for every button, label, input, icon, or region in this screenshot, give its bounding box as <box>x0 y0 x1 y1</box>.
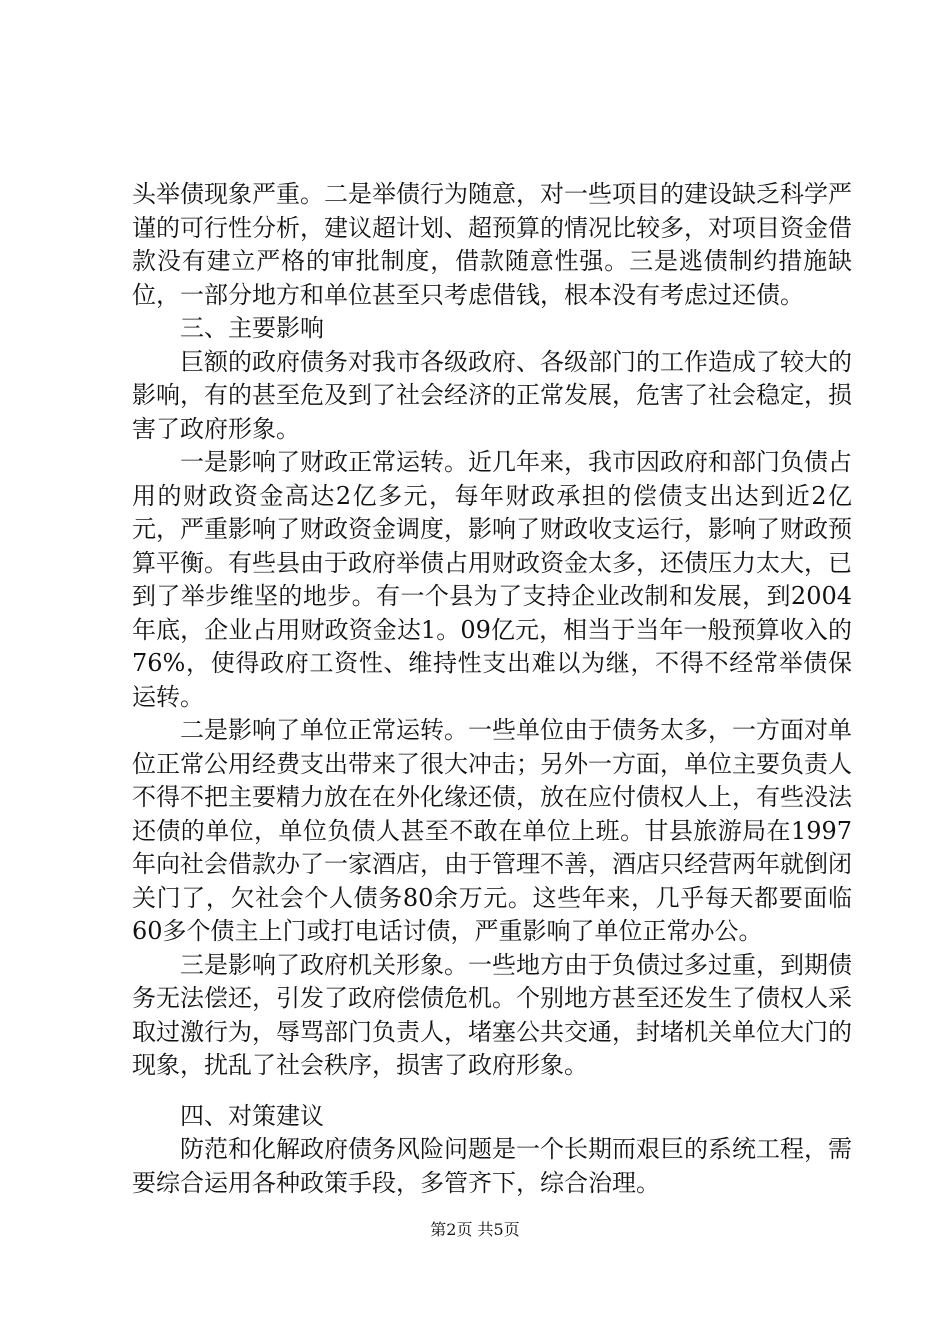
section-heading-main-impacts: 三、主要影响 <box>180 314 324 342</box>
document-body <box>132 178 852 1200</box>
section-heading-countermeasures: 四、对策建议 <box>180 1101 324 1130</box>
paragraph-impact-intro: 巨额的政府债务对我市各级政府、各级部门的工作造成了较大的影响，有的甚至危及到了社会经济的正常发展，危害了社会稳定，损害了政府形象。 <box>132 347 852 443</box>
paragraph-spacer <box>132 1083 852 1100</box>
paragraph-impact-image: 三是影响了政府机关形象。一些地方由于负债过多过重，到期债务无法偿还，引发了政府偿债危机。个别地方甚至还发生了债权人采取过激行为，辱骂部门负责人，堵塞公共交通，封堵机关单位大门的现象，扰乱了社会秩序，损害了政府形象。 <box>132 950 852 1079</box>
paragraph-impact-units: 二是影响了单位正常运转。一些单位由于债务太多，一方面对单位正常公用经费支出带来了很大冲击；另外一方面，单位主要负责人不得不把主要精力放在在外化缘还债，放在应付债权人上，有些没法还债的单位，单位负债人甚至不敢在单位上班。甘县旅游局在1997年向社会借款办了一家酒店，由于管理不善，酒店只经营两年就倒闭关门了，欠社会个人债务80余万元。这些年来，几乎每天都要面临60多个债主上门或打电话讨债，严重影响了单位正常办公。 <box>132 716 852 945</box>
page-number-footer: 第2页 共5页 <box>430 1220 520 1239</box>
paragraph-countermeasures-intro: 防范和化解政府债务风险问题是一个长期而艰巨的系统工程，需要综合运用各种政策手段，多管齐下，综合治理。 <box>132 1135 852 1197</box>
paragraph-impact-finance: 一是影响了财政正常运转。近几年来，我市因政府和部门负债占用的财政资金高达2亿多元，每年财政承担的偿债支出达到近2亿元，严重影响了财政资金调度，影响了财政收支运行，影响了财政预算平衡。有些县由于政府举债占用财政资金太多，还债压力太大，已到了举步维坚的地步。有一个县为了支持企业改制和发展，到2004年底，企业占用财政资金达1。09亿元，相当于当年一般预算收入的76%，使得政府工资性、维持性支出难以为继，不得不经常举债保运转。 <box>132 448 852 711</box>
paragraph-continuation: 头举债现象严重。二是举债行为随意，对一些项目的建设缺乏科学严谨的可行性分析，建议超计划、超预算的情况比较多，对项目资金借款没有建立严格的审批制度，借款随意性强。三是逃债制约措施缺位，一部分地方和单位甚至只考虑借钱，根本没有考虑过还债。 <box>132 180 852 309</box>
